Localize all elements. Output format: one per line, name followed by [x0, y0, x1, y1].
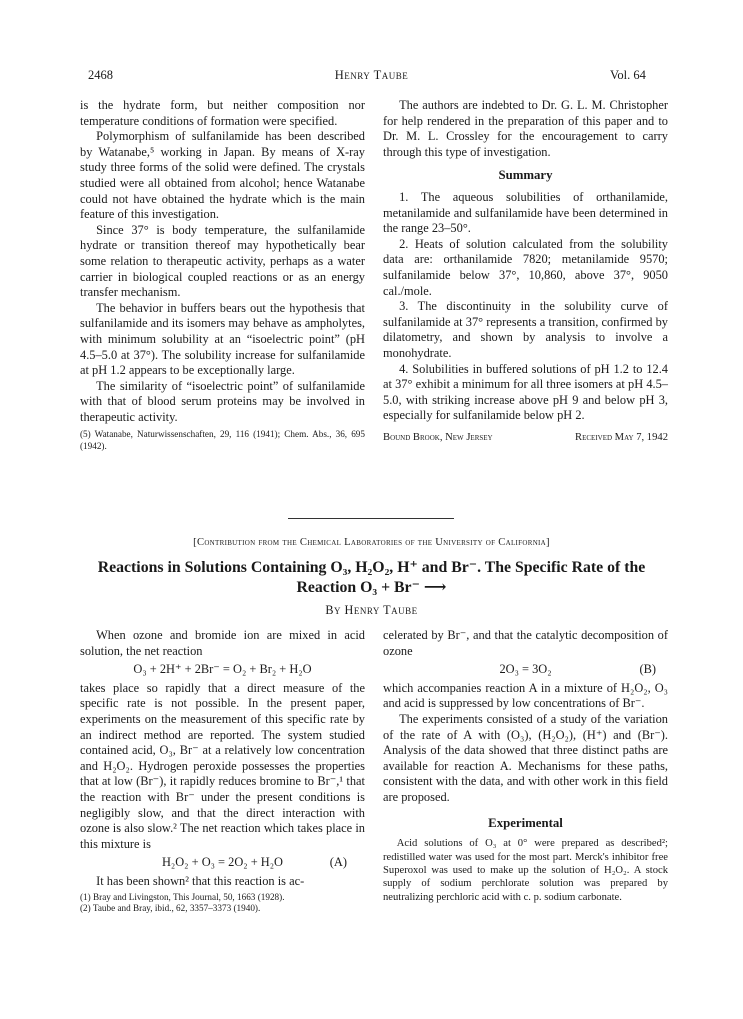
paragraph: Polymorphism of sulfanilamide has been described by Watanabe,⁵ working in Japan. By means of X-ray study three forms of the solid were defined. The crystals studied were all obtained from alcohol; hence Watanabe could not have obtained the hydrate which is the main feature of this investigation. [80, 129, 365, 222]
experimental-heading: Experimental [488, 815, 563, 830]
summary-item: 1. The aqueous solubilities of orthanilamide, metanilamide and sulfanilamide have been determined in the range 23–50°. [383, 189, 668, 236]
paragraph: which accompanies reaction A in a mixture of H₂O₂, O₃ and acid is suppressed by low concentrations of Br⁻. [383, 680, 668, 711]
summary-item: 2. Heats of solution calculated from the solubility data are: orthanilamide 7820; metanilamide 9570; sulfanilamide below 37°, 10,860, above 37°, 9050 cal./mole. [383, 236, 668, 298]
volume-label: Vol. 64 [610, 68, 646, 82]
paragraph: It has been shown² that this reaction is ac- [96, 873, 305, 888]
paragraph: The behavior in buffers bears out the hypothesis that sulfanilamide and its isomers may behave as ampholytes, with minimum solubility at an “isoelectric point” (pH 4.5–5.0 at 37°). The solubility increase for sulfanilamide at pH 1.2 appears to be exceptionally large. [80, 300, 365, 378]
equation-b [383, 662, 668, 678]
equation-text: H₂O₂ + O₃ = 2O₂ + H₂O [161, 855, 284, 870]
paragraph: The similarity of “isoelectric point” of sulfanilamide with that of blood serum proteins may be involved in therapeutic activity. [80, 378, 365, 424]
article-title-line-2: Reaction O₃ + Br⁻ ⟶ [296, 579, 447, 596]
right-column-top [383, 98, 668, 445]
right-column-bottom [383, 628, 668, 904]
left-column-top [80, 98, 365, 453]
equation-a [80, 855, 365, 871]
equation-tag: (A) [329, 855, 347, 870]
running-title: Henry Taube [334, 68, 409, 82]
paragraph: celerated by Br⁻, and that the catalytic decomposition of ozone [383, 628, 668, 658]
divider-rule [288, 518, 454, 519]
received-date: Received May 7, 1942 [575, 431, 668, 443]
summary-heading: Summary [498, 168, 553, 183]
equation-text: O₃ + 2H⁺ + 2Br⁻ = O₂ + Br₂ + H₂O [133, 662, 312, 677]
footnote-2: (2) Taube and Bray, ibid., 62, 3357–3373 (1940). [80, 903, 261, 914]
dateline [383, 430, 668, 446]
summary-item: 4. Solubilities in buffered solutions of pH 1.2 to 12.4 at 37° exhibit a minimum for all three isomers at pH 4.5–5.0, with striking increase above pH 9 and below pH 3, especially for sulfanilamide below pH 2. [383, 361, 668, 423]
contribution-line: [Contribution from the Chemical Laboratories of the University of California] [193, 537, 550, 548]
paragraph: The experiments consisted of a study of the variation of the rate of A with (O₃), (H₂O₂), (H⁺) and (Br⁻). Analysis of the data showed that three distinct paths are available for reaction A. Mechanisms for these paths, consistent with the data, and with other work in this field are proposed. [383, 711, 668, 804]
article-title-line-1: Reactions in Solutions Containing O₃, H₂O₂, H⁺ and Br⁻. The Specific Rate of the [97, 559, 646, 576]
paragraph: When ozone and bromide ion are mixed in acid solution, the net reaction [80, 628, 365, 658]
paragraph: Acid solutions of O₃ at 0° were prepared as described²; redistilled water was used for the most part. Merck's inhibitor free Superoxol was used to make up the solution of H₂O₂. A stock supply of sodium perchlorate solution was prepared by neutralizing perchloric acid with c. p. sodium carbonate. [383, 838, 668, 903]
footnote-1: (1) Bray and Livingston, This Journal, 50, 1663 (1928). [80, 891, 285, 902]
equation-tag: (B) [639, 662, 656, 677]
paragraph: takes place so rapidly that a direct measure of the specific rate is not possible. In the present paper, experiments on the measurement of this specific rate by an indirect method are reported. The system studied contained acid, O₃, Br⁻ at a relatively low concentration and H₂O₂. Hydrogen peroxide possesses the properties that at low (Br⁻), it rapidly reduces bromine to Br⁻,¹ that the reaction with Br⁻ under the present conditions is negligibly slow, and that the direct interaction with ozone is also slow.² The net reaction which takes place in this mixture is [80, 680, 365, 851]
acknowledgment: The authors are indebted to Dr. G. L. M. Christopher for help rendered in the preparation of this paper and to Dr. M. L. Crossley for the encouragement to carry through this type of investigation. [383, 98, 668, 159]
footnote-5: (5) Watanabe, Naturwissenschaften, 29, 116 (1941); Chem. Abs., 36, 695 (1942). [80, 429, 365, 452]
equation-text: 2O₃ = 3O₂ [499, 662, 552, 677]
byline: By Henry Taube [325, 603, 418, 617]
page-number: 2468 [88, 68, 113, 82]
left-column-bottom [80, 628, 365, 915]
paragraph: is the hydrate form, but neither composition nor temperature conditions of formation were specified. [80, 98, 365, 128]
summary-item: 3. The discontinuity in the solubility curve of sulfanilamide at 37° represents a transition, confirmed by dilatometry, and shown by analysis to involve a monohydrate. [383, 299, 668, 360]
paragraph: Since 37° is body temperature, the sulfanilamide hydrate or transition thereof may hypothetically bear some relation to therapeutic activity, perhaps as a water carrier in biological coupled reactions or as an energy transfer mechanism. [80, 222, 365, 300]
equation-1 [80, 662, 365, 678]
place-name: Bound Brook, New Jersey [383, 431, 493, 443]
